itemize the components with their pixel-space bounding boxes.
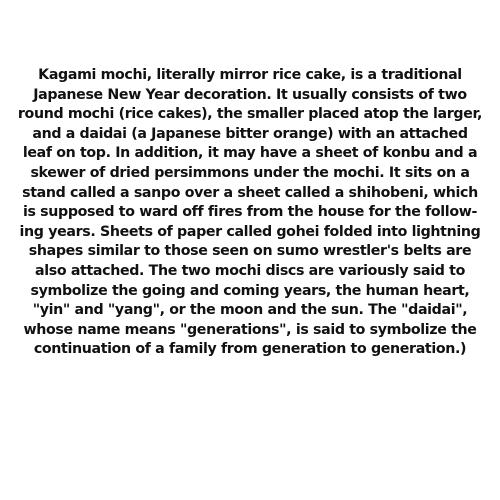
text-line: stand called a sanpo over a sheet called a shihobeni, which xyxy=(22,184,478,201)
text-line: and a daidai (a Japanese bitter orange) with an attached xyxy=(32,125,468,142)
paragraph-text xyxy=(12,66,488,360)
text-line: shapes similar to those seen on sumo wrestler's belts are xyxy=(28,243,472,260)
text-line: also attached. The two mochi discs are variously said to xyxy=(35,262,465,279)
text-line: skewer of dried persimmons under the mochi. It sits on a xyxy=(30,164,470,181)
text-line: Kagami mochi, literally mirror rice cake, is a traditional xyxy=(38,67,462,83)
text-line: ing years. Sheets of paper called gohei folded into lightning xyxy=(19,223,481,240)
text-line: whose name means "generations", is said to symbolize the xyxy=(23,321,477,338)
text-line: "yin" and "yang", or the moon and the sun. The "daidai", xyxy=(32,302,468,319)
text-line: Japanese New Year decoration. It usually consists of two xyxy=(33,86,467,103)
text-line: round mochi (rice cakes), the smaller placed atop the larger, xyxy=(17,106,483,123)
text-line: symbolize the going and coming years, the human heart, xyxy=(30,282,470,299)
text-line: leaf on top. In addition, it may have a sheet of konbu and a xyxy=(22,145,478,162)
text-line: is supposed to ward off fires from the house for the follow- xyxy=(22,204,478,221)
text-line: continuation of a family from generation to generation.) xyxy=(33,341,467,358)
